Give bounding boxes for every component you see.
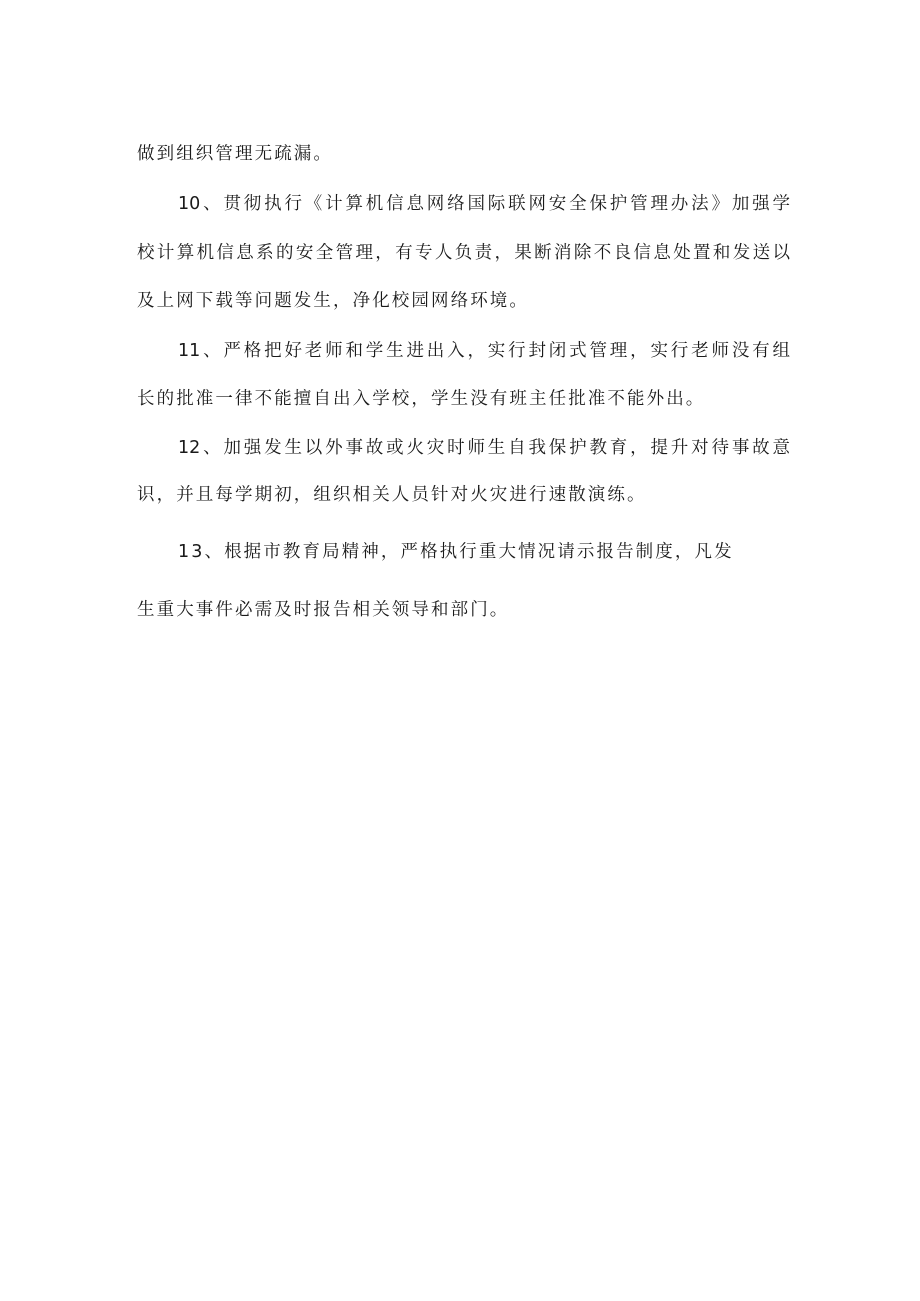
paragraph-13-line-2: 生重大事件必需及时报告相关领导和部门。 [137, 600, 510, 620]
paragraph-11-line-1: 11、严格把好老师和学生进出入，实行封闭式管理，实行老师没有组 [178, 341, 790, 361]
paragraph-10-line-2: 校计算机信息系的安全管理，有专人负责，果断消除不良信息处置和发送以 [137, 243, 790, 263]
paragraph-9-line-2: 做到组织管理无疏漏。 [137, 144, 333, 164]
paragraph-10-line-3: 及上网下载等问题发生，净化校园网络环境。 [137, 291, 529, 311]
paragraph-10-line-1: 10、贯彻执行《计算机信息网络国际联网安全保护管理办法》加强学 [178, 194, 790, 214]
paragraph-12-line-2: 识，并且每学期初，组织相关人员针对火灾进行速散演练。 [137, 485, 647, 505]
paragraph-11-line-2: 长的批准一律不能擅自出入学校，学生没有班主任批准不能外出。 [137, 389, 706, 409]
paragraph-12-line-1: 12、加强发生以外事故或火灾时师生自我保护教育，提升对待事故意 [178, 438, 790, 458]
paragraph-13-line-1: 13、根据市教育局精神，严格执行重大情况请示报告制度，凡发 [178, 542, 734, 562]
